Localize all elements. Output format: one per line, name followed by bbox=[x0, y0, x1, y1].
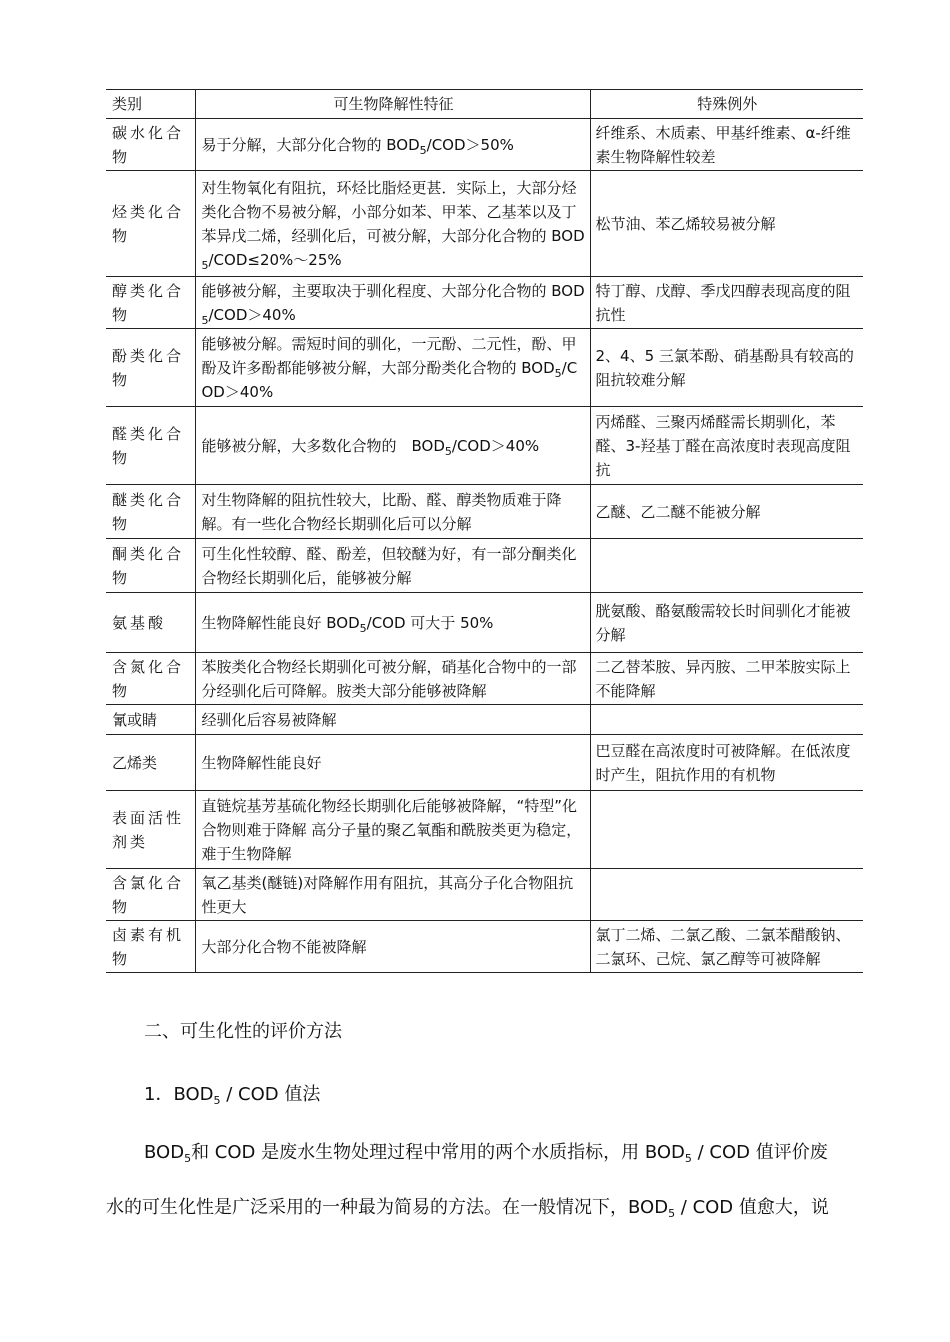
row-feature: 苯胺类化合物经长期驯化可被分解，硝基化合物中的一部分经驯化后可降解。胺类大部分能够被降解 bbox=[195, 653, 590, 705]
table-row bbox=[106, 705, 863, 735]
row-category: 氨基酸 bbox=[106, 593, 195, 653]
table-row bbox=[106, 171, 863, 277]
row-exception: 特丁醇、戊醇、季戊四醇表现高度的阻抗性 bbox=[590, 277, 863, 329]
table-row bbox=[106, 921, 863, 973]
subsection-title: 1．$BOD_5$ / COD 值法 bbox=[144, 1084, 321, 1107]
table-row bbox=[106, 539, 863, 593]
row-category: 醚类化合物 bbox=[106, 485, 195, 539]
row-category: 醇类化合物 bbox=[106, 277, 195, 329]
row-category: 烃类化合物 bbox=[106, 171, 195, 277]
row-exception bbox=[590, 539, 863, 593]
table-row bbox=[106, 277, 863, 329]
table-row bbox=[106, 791, 863, 869]
row-exception: 丙烯醛、三聚丙烯醛需长期驯化，苯醛、3-羟基丁醛在高浓度时表现高度阻抗 bbox=[590, 407, 863, 485]
table-row bbox=[106, 407, 863, 485]
row-feature: 能够被分解，主要取决于驯化程度、大部分化合物的 $BOD_5/COD>40\%$ bbox=[195, 277, 590, 329]
row-category: 酮类化合物 bbox=[106, 539, 195, 593]
header-feature: 可生物降解性特征 bbox=[195, 90, 590, 119]
row-exception: 纤维系、木质素、甲基纤维素、α-纤维素生物降解性较差 bbox=[590, 119, 863, 171]
row-category: 表面活性剂类 bbox=[106, 791, 195, 869]
row-category: 含氯化合物 bbox=[106, 869, 195, 921]
table-header-row bbox=[106, 90, 863, 119]
header-exception: 特殊例外 bbox=[590, 90, 863, 119]
row-exception: 二乙替苯胺、异丙胺、二甲苯胺实际上不能降解 bbox=[590, 653, 863, 705]
row-feature: 生物降解性能良好 bbox=[195, 735, 590, 791]
row-category: 碳水化合物 bbox=[106, 119, 195, 171]
table-row bbox=[106, 485, 863, 539]
paragraph-line: $BOD_5$和 COD 是废水生物处理过程中常用的两个水质指标，用 $BOD_5$ / COD 值评价废 bbox=[144, 1142, 828, 1165]
row-feature: 易于分解，大部分化合物的 $BOD_5/COD>50\%$ bbox=[195, 119, 590, 171]
table-row bbox=[106, 119, 863, 171]
biodegradability-table bbox=[106, 89, 863, 973]
row-feature: 能够被分解，大多数化合物的 $BOD_5/COD>40\%$ bbox=[195, 407, 590, 485]
row-exception: 氯丁二烯、二氯乙酸、二氯苯醋酸钠、二氯环、己烷、氯乙醇等可被降解 bbox=[590, 921, 863, 973]
row-exception: 乙醚、乙二醚不能被分解 bbox=[590, 485, 863, 539]
row-feature: 大部分化合物不能被降解 bbox=[195, 921, 590, 973]
table-row bbox=[106, 329, 863, 407]
row-exception: 巴豆醛在高浓度时可被降解。在低浓度时产生，阻抗作用的有机物 bbox=[590, 735, 863, 791]
row-category: 酚类化合物 bbox=[106, 329, 195, 407]
row-category: 氰或睛 bbox=[106, 705, 195, 735]
header-category: 类别 bbox=[106, 90, 195, 119]
row-feature: 生物降解性能良好 $BOD_5$/COD 可大于 50% bbox=[195, 593, 590, 653]
row-exception bbox=[590, 869, 863, 921]
row-category: 含氮化合物 bbox=[106, 653, 195, 705]
table-row bbox=[106, 653, 863, 705]
row-feature: 可生化性较醇、醛、酚差，但较醚为好，有一部分酮类化合物经长期驯化后，能够被分解 bbox=[195, 539, 590, 593]
row-exception bbox=[590, 705, 863, 735]
row-feature: 能够被分解。需短时间的驯化，一元酚、二元性，酚、甲酚及许多酚都能够被分解，大部分酚类化合物的 $BOD_5/COD>40\%$ bbox=[195, 329, 590, 407]
row-feature: 氧乙基类(醚链)对降解作用有阻抗，其高分子化合物阻抗性更大 bbox=[195, 869, 590, 921]
row-exception bbox=[590, 791, 863, 869]
row-feature: 经驯化后容易被降解 bbox=[195, 705, 590, 735]
row-feature: 对生物氧化有阻抗，环烃比脂烃更甚．实际上，大部分烃类化合物不易被分解，小部分如苯、甲苯、乙基苯以及丁苯异戊二烯，经驯化后，可被分解，大部分化合物的 $BOD_5/COD\le 20\%\sim 25\%$ bbox=[195, 171, 590, 277]
table-row bbox=[106, 869, 863, 921]
row-exception: 2、4、5 三氯苯酚、硝基酚具有较高的阻抗较难分解 bbox=[590, 329, 863, 407]
row-category: 乙烯类 bbox=[106, 735, 195, 791]
section-title: 二、可生化性的评价方法 bbox=[144, 1021, 342, 1042]
row-category: 卤素有机物 bbox=[106, 921, 195, 973]
paragraph-line: 水的可生化性是广泛采用的一种最为简易的方法。在一般情况下，$BOD_5$ / COD 值愈大，说 bbox=[106, 1197, 829, 1220]
table-row bbox=[106, 735, 863, 791]
table-row bbox=[106, 593, 863, 653]
row-feature: 直链烷基芳基硫化物经长期驯化后能够被降解，“特型”化合物则难于降解 高分子量的聚乙氧酯和酰胺类更为稳定，难于生物降解 bbox=[195, 791, 590, 869]
row-category: 醛类化合物 bbox=[106, 407, 195, 485]
row-exception: 松节油、苯乙烯较易被分解 bbox=[590, 171, 863, 277]
row-exception: 胱氨酸、酪氨酸需较长时间驯化才能被分解 bbox=[590, 593, 863, 653]
row-feature: 对生物降解的阻抗性较大，比酚、醛、醇类物质难于降解。有一些化合物经长期驯化后可以分解 bbox=[195, 485, 590, 539]
